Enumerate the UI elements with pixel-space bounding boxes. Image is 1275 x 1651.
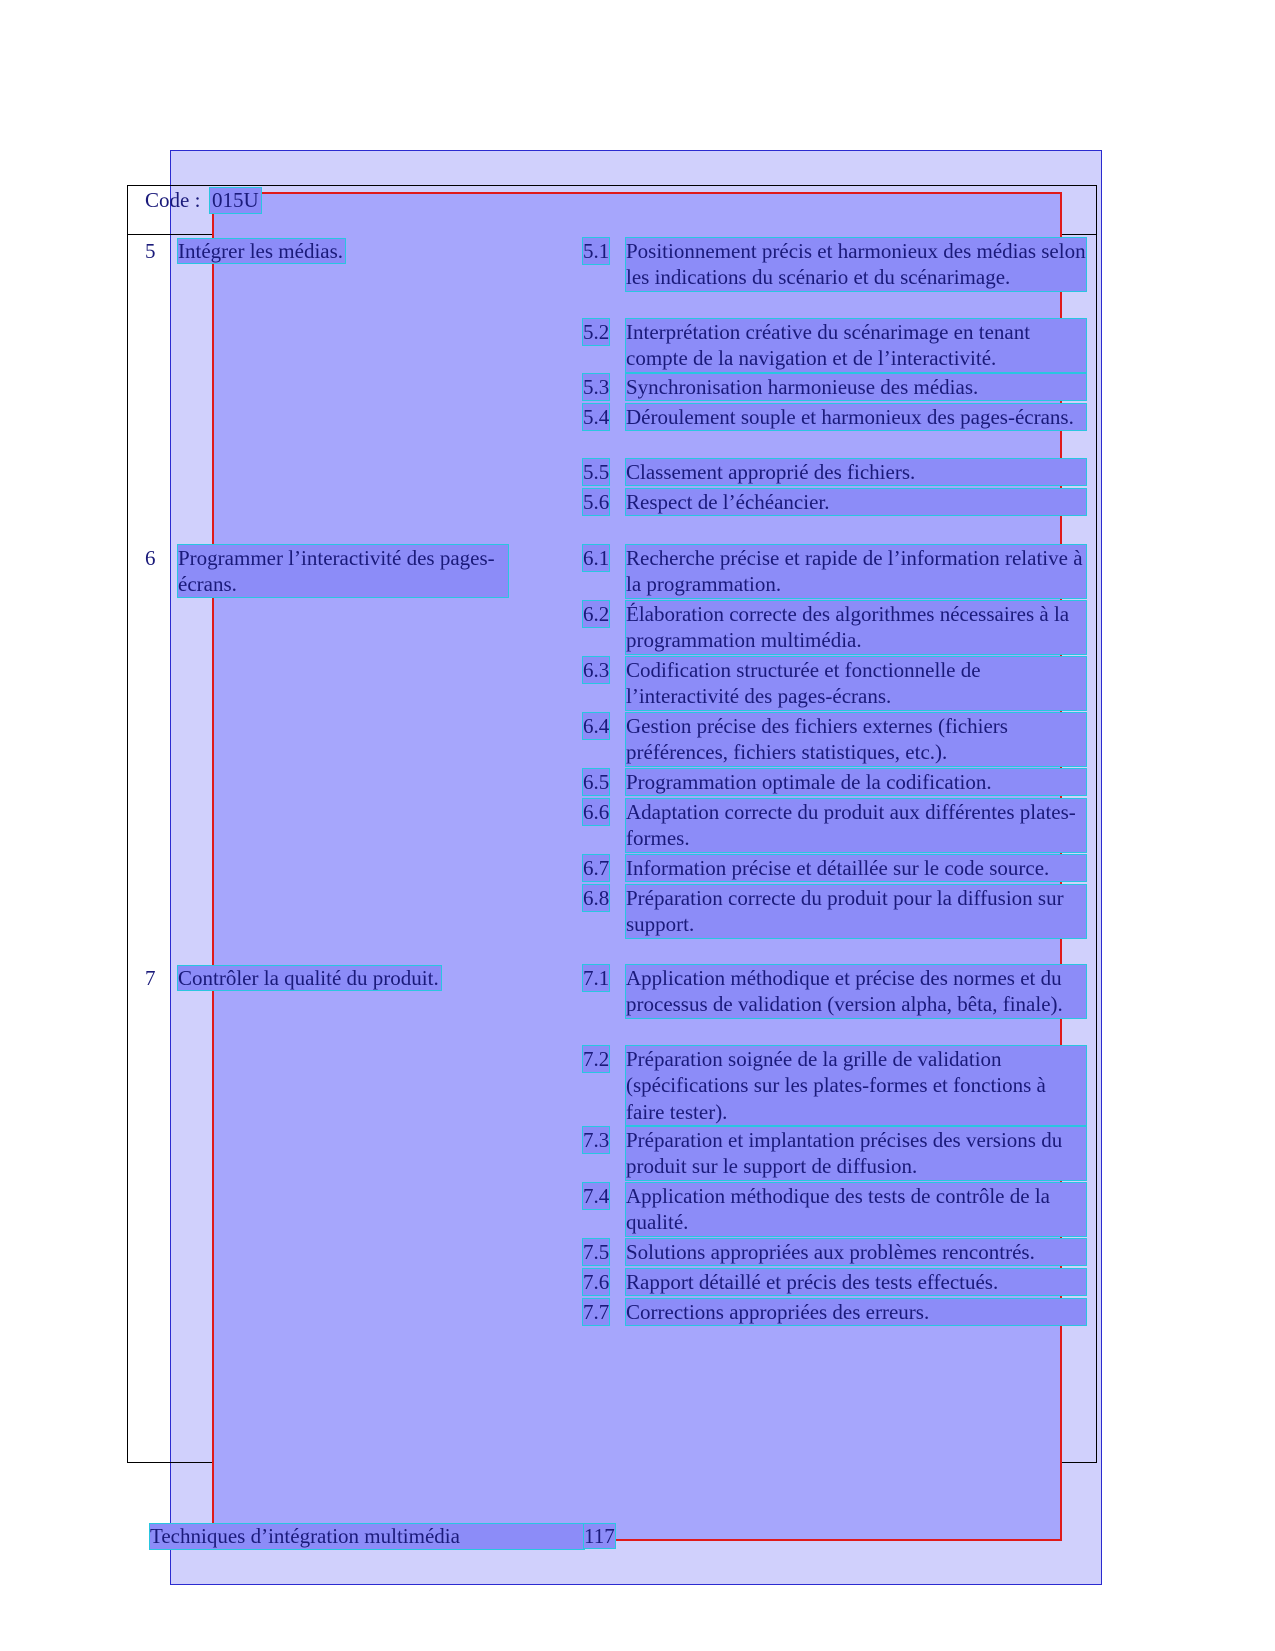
criterion-number: 6.2 (583, 602, 610, 626)
criterion-text: Recherche précise et rapide de l’information relative à la programmation. (626, 545, 1086, 598)
criterion-number: 7.4 (583, 1184, 610, 1208)
criterion-text: Application méthodique des tests de contrôle de la qualité. (626, 1183, 1086, 1236)
criterion-text: Positionnement précis et harmonieux des médias selon les indications du scénario et du scénarimage. (626, 239, 1086, 290)
criterion-number: 6.3 (583, 658, 610, 682)
criterion-text: Préparation et implantation précises des versions du produit sur le support de diffusion. (626, 1127, 1086, 1180)
criterion-number: 6.4 (583, 714, 610, 738)
criterion-number: 6.1 (583, 546, 610, 570)
criterion-number: 7.3 (583, 1128, 610, 1152)
criterion-number: 7.6 (583, 1270, 610, 1294)
page-number: 117 (584, 1524, 615, 1548)
criterion-number: 7.5 (583, 1240, 610, 1264)
code-value: 015U (212, 188, 259, 212)
criterion-number: 6.8 (583, 886, 610, 910)
criterion-number: 7.7 (583, 1300, 610, 1324)
criterion-number: 7.1 (583, 966, 610, 990)
criterion-number: 5.3 (583, 375, 610, 399)
criterion-text: Programmation optimale de la codification. (626, 769, 1086, 795)
criterion-text: Préparation correcte du produit pour la diffusion sur support. (626, 885, 1086, 938)
criterion-number: 5.4 (583, 405, 610, 429)
criterion-text: Interprétation créative du scénarimage en tenant compte de la navigation et de l’interactivité. (626, 319, 1086, 372)
code-label: Code : (145, 188, 201, 212)
criterion-text: Gestion précise des fichiers externes (fichiers préférences, fichiers statistiques, etc.). (626, 713, 1086, 766)
criterion-text: Synchronisation harmonieuse des médias. (626, 374, 1086, 400)
footer-title: Techniques d’intégration multimédia (150, 1524, 584, 1549)
criterion-text: Solutions appropriées aux problèmes rencontrés. (626, 1239, 1086, 1265)
criterion-text: Élaboration correcte des algorithmes nécessaires à la programmation multimédia. (626, 601, 1086, 654)
criterion-text: Application méthodique et précise des normes et du processus de validation (version alpha, bêta, finale). (626, 965, 1086, 1018)
competency-text: Intégrer les médias. (178, 239, 344, 263)
criterion-number: 5.2 (583, 320, 610, 344)
criterion-text: Corrections appropriées des erreurs. (626, 1299, 1086, 1325)
competency-number: 7 (145, 966, 156, 990)
criterion-text: Respect de l’échéancier. (626, 489, 1086, 515)
criterion-number: 5.6 (583, 490, 610, 514)
criterion-text: Préparation soignée de la grille de validation (spécifications sur les plates-formes et fonctions à faire tester). (626, 1046, 1086, 1125)
criterion-number: 7.2 (583, 1047, 610, 1071)
competency-text: Contrôler la qualité du produit. (178, 966, 439, 990)
criterion-text: Déroulement souple et harmonieux des pages-écrans. (626, 404, 1086, 430)
criterion-text: Classement approprié des fichiers. (626, 459, 1086, 485)
criterion-number: 5.1 (583, 239, 610, 263)
criterion-text: Information précise et détaillée sur le code source. (626, 855, 1086, 881)
page-footer (150, 1524, 615, 1549)
competency-number: 6 (145, 546, 156, 570)
criterion-number: 6.7 (583, 856, 610, 880)
competency-text: Programmer l’interactivité des pages-écrans. (178, 545, 508, 597)
criterion-number: 6.5 (583, 770, 610, 794)
criterion-text: Rapport détaillé et précis des tests effectués. (626, 1269, 1086, 1295)
criterion-number: 5.5 (583, 460, 610, 484)
criterion-number: 6.6 (583, 800, 610, 824)
competency-number: 5 (145, 239, 156, 263)
criterion-text: Adaptation correcte du produit aux différentes plates-formes. (626, 799, 1086, 852)
criterion-text: Codification structurée et fonctionnelle de l’interactivité des pages-écrans. (626, 657, 1086, 710)
